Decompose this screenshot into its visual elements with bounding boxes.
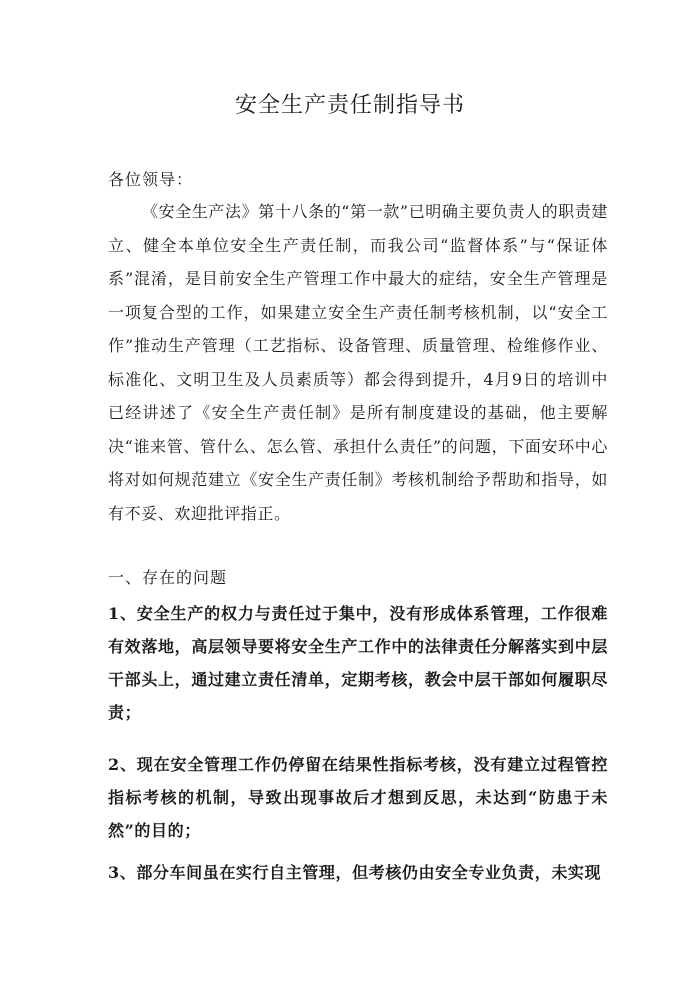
intro-paragraph: 《安全生产法》第十八条的“第一款”已明确主要负责人的职责建立、健全本单位安全生产责任制，而我公司“监督体系”与“保证体系”混淆，是目前安全生产管理工作中最大的症结，安全生产管理是一项复合型的工作，如果建立安全生产责任制考核机制，以“安全工作”推动生产管理（工艺指标、设备管理、质量管理、检维修作业、标准化、文明卫生及人员素质等）都会得到提升，4月9日的培训中已经讲述了《安全生产责任制》是所有制度建设的基础，他主要解决“谁来管、管什么、怎么管、承担什么责任”的问题，下面安环中心将对如何规范建立《安全生产责任制》考核机制给予帮助和指导，如有不妥、欢迎批评指正。 [108, 202, 608, 523]
document-title: 安全生产责任制指导书 [234, 93, 465, 118]
problem-item-2: 2、现在安全管理工作仍停留在结果性指标考核，没有建立过程管控指标考核的机制，导致出现事故后才想到反思，未达到“防患于未然”的目的； [108, 755, 608, 840]
problem-item-1: 1、安全生产的权力与责任过于集中，没有形成体系管理，工作很难有效落地，高层领导要将安全生产工作中的法律责任分解落实到中层干部头上，通过建立责任清单，定期考核，教会中层干部如何履职尽责； [108, 604, 608, 722]
section-heading-problems: 一、存在的问题 [108, 568, 228, 587]
problem-item-3: 3、部分车间虽在实行自主管理，但考核仍由安全专业负责，未实现 [108, 863, 602, 882]
greeting: 各位领导： [108, 170, 194, 189]
